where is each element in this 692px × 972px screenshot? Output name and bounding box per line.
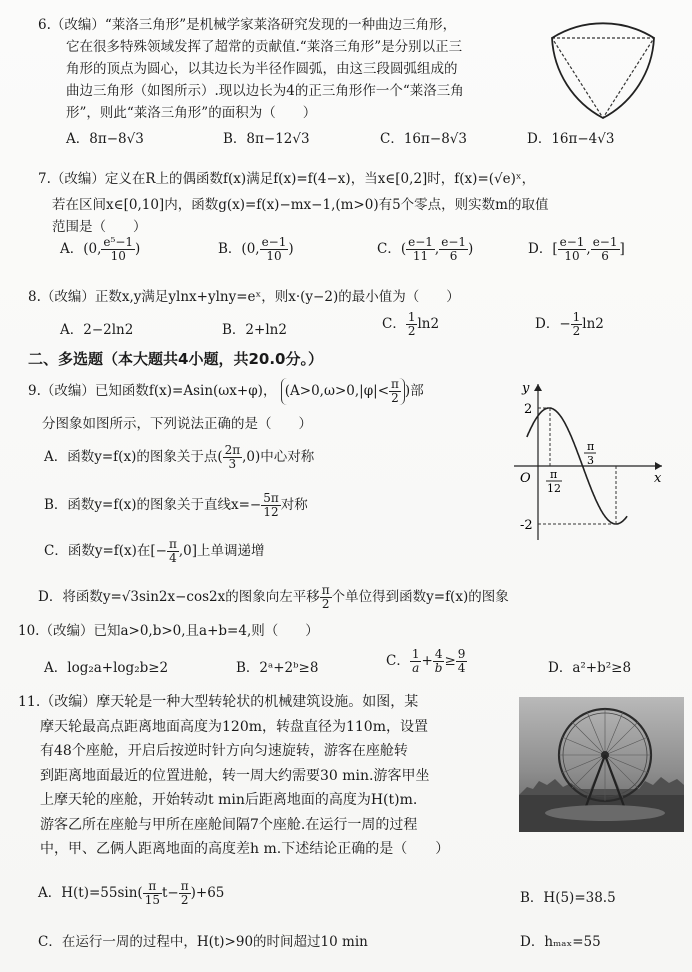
q10-option-a: A．log₂a+log₂b≥2 [44, 660, 169, 676]
q11-line: 上摩天轮的座舱，开始转动t min后距离地面的高度为H(t)m. [40, 792, 418, 808]
option-tail: ,0)中心对称 [242, 449, 315, 465]
operator: + [421, 653, 433, 669]
option-text: A．H(t)=55sin( [38, 885, 143, 901]
origin-label: O [520, 471, 531, 486]
denominator: 6 [601, 249, 609, 263]
denominator: 2 [180, 893, 189, 907]
numerator: e−1 [592, 235, 618, 249]
q11-option-c: C．在运行一周的过程中，H(t)>90的时间超过10 min [38, 934, 368, 950]
q6-option-c: C．16π−8√3 [380, 131, 467, 147]
fraction [439, 236, 468, 263]
q10-option-b: B．2ᵃ+2ᵇ≥8 [236, 660, 319, 676]
bracket: ] [619, 241, 625, 257]
option-prefix: B． [218, 241, 242, 257]
bracket: ) [288, 241, 294, 257]
option-tail: ln2 [582, 316, 604, 332]
denominator: 2 [407, 324, 416, 338]
fraction [167, 538, 179, 565]
ymax-label: 2 [524, 402, 533, 417]
numerator: π [143, 880, 162, 894]
q6-line: 曲边三角形（如图所示）.现以边长为4的正三角形作一个“莱洛三角 [66, 83, 464, 99]
fraction [456, 648, 468, 675]
q7-line: 若在区间x∈[0,10]内，函数g(x)=f(x)−mx−1,(m>0)有5个零点，则实数m的取值 [52, 197, 549, 213]
option-prefix: A． [60, 241, 84, 257]
numerator: e⁵−1 [103, 235, 134, 249]
tick-pi3-den: 3 [587, 454, 594, 467]
option-prefix: C． [386, 653, 410, 669]
tick-pi3-num: π [587, 440, 595, 453]
q9-line-1 [28, 378, 508, 405]
denominator: 4 [457, 661, 466, 675]
option-text: B．函数y=f(x)的图象关于直线x=− [44, 497, 262, 513]
fraction [406, 311, 418, 338]
q11-line: 游客乙所在座舱与甲所在座舱间隔7个座舱.在运行一周的过程 [40, 816, 418, 833]
numerator: 2π [224, 443, 241, 457]
q6-option-a: A．8π−8√3 [66, 131, 144, 147]
q7-option-c: C．( $\frac{e-1}{11}$ , $\frac{e-1}{6}$ ) [377, 235, 474, 263]
bracket: ) [468, 241, 474, 257]
option-text: t− [161, 885, 179, 901]
fraction [571, 311, 583, 338]
numerator: π [321, 583, 330, 597]
q7-line: 7.（改编）定义在R上的偶函数f(x)满足f(x)=f(4−x)，当x∈[0,2]时，f(x)=(√e)ˣ， [38, 171, 536, 187]
numerator: e−1 [441, 235, 467, 249]
option-tail: 对称 [280, 497, 308, 513]
y-axis-arrow [534, 384, 542, 391]
fraction [406, 236, 435, 263]
question-7 [38, 168, 678, 238]
question-8 [28, 286, 668, 308]
bracket: (0, [83, 241, 102, 257]
q10-option-d: D．a²+b²≥8 [548, 660, 632, 676]
denominator: 4 [169, 551, 177, 565]
fraction [558, 236, 587, 263]
fraction [591, 236, 620, 263]
numerator: 9 [457, 647, 466, 661]
q8-option-b: B．2+ln2 [222, 322, 287, 338]
q11-line: 到距离地面最近的位置进舱，转一周大约需要30 min.游客甲坐 [40, 767, 430, 784]
q8-option-c [382, 311, 439, 338]
denominator: 11 [412, 249, 429, 263]
q11-option-a [38, 880, 224, 907]
q6-line: 它在很多特殊领域发挥了超常的贡献值.“莱洛三角形”是分别以正三 [66, 39, 463, 55]
bracket: (0, [241, 241, 260, 257]
numerator: 5π [263, 491, 279, 505]
option-text: C．函数y=f(x)在[− [44, 543, 167, 559]
q7-option-a [60, 236, 140, 263]
q6-option-d: D．16π−4√3 [527, 131, 615, 147]
ymin-label: -2 [520, 518, 533, 533]
numerator: e−1 [261, 235, 287, 249]
denominator: 12 [263, 505, 279, 519]
denominator: 10 [110, 249, 126, 263]
q11-option-b: B．H(5)=38.5 [520, 890, 616, 906]
option-prefix: C． [382, 316, 406, 332]
numerator: π [180, 879, 189, 893]
q9-option-c [44, 538, 265, 565]
fraction [410, 648, 422, 675]
numerator: π [391, 377, 399, 391]
option-prefix: C． [377, 241, 401, 257]
base-platform [545, 805, 665, 821]
q7-option-b [218, 236, 294, 263]
question-10 [18, 620, 658, 642]
section-heading: 二、多选题（本大题共4小题，共20.0分。） [28, 350, 323, 368]
fraction [179, 880, 191, 907]
q11-line: 摩天轮最高点距离地面高度为120m，转盘直径为110m，设置 [40, 718, 428, 735]
fraction [223, 444, 243, 471]
question-11 [18, 690, 518, 862]
x-axis-arrow [655, 462, 662, 470]
condition-tail: )部 [404, 383, 424, 399]
denominator: 6 [449, 249, 458, 263]
option-text: D．将函数y=√3sin2x−cos2x的图象向左平移 [38, 589, 320, 605]
denominator: 2 [572, 324, 581, 338]
q6-line: 6.（改编）“莱洛三角形”是机械学家莱洛研究发现的一种曲边三角形， [38, 17, 457, 33]
city-skyline [519, 777, 684, 795]
numerator: e−1 [408, 235, 433, 249]
numerator: 1 [411, 647, 420, 661]
question-9 [28, 378, 508, 435]
q7-option-d: D．[ $\frac{e-1}{10}$ , $\frac{e-1}{6}$ ] [528, 235, 625, 263]
numerator: 4 [433, 648, 445, 662]
q11-line: 11.（改编）摩天轮是一种大型转轮状的机械建筑设施。如图，某 [18, 694, 419, 710]
tick-pi12-num: π [550, 468, 558, 481]
bracket: ( [400, 241, 407, 257]
sine-graph [510, 378, 670, 548]
q8-line: 8.（改编）正数x,y满足ylnx+ylny=eˣ，则x·(y−2)的最小值为（ ） [28, 289, 460, 305]
q11-line: 有48个座舱，开启后按逆时针方向匀速旋转，游客在座舱转 [40, 743, 408, 759]
denominator: a [412, 661, 420, 675]
q8-option-a: A．2−2ln2 [60, 322, 134, 338]
denominator: 2 [321, 597, 330, 611]
q6-line: 形”，则此“莱洛三角形”的面积为（ ） [66, 105, 317, 121]
fraction [261, 492, 281, 519]
q9-option-a [44, 444, 314, 471]
q9-option-d [38, 584, 509, 611]
denominator: 10 [266, 249, 282, 263]
ferris-wheel-photo [519, 697, 684, 832]
option-tail: )+65 [190, 885, 225, 901]
q9-option-b [44, 492, 308, 519]
ferris-wheel-drawing [519, 697, 684, 832]
q9-text: 9.（改编）已知函数f(x)=Asin(ωx+φ)， [28, 383, 277, 399]
bracket: ) [135, 241, 141, 257]
q11-line: 中，甲、乙俩人距离地面的高度差h m.下述结论正确的是（ ） [40, 841, 450, 857]
option-tail: ,0]上单调递增 [178, 543, 265, 559]
q9-condition [281, 378, 405, 405]
tick-pi12-den: 12 [547, 482, 561, 495]
denominator: 15 [144, 893, 160, 907]
q8-option-d [535, 311, 604, 338]
fraction [320, 584, 332, 611]
question-6 [38, 14, 518, 124]
option-text: A．函数y=f(x)的图象关于点( [44, 449, 223, 465]
option-tail: 个单位得到函数y=f(x)的图象 [331, 589, 509, 605]
q6-option-b: B．8π−12√3 [223, 131, 310, 147]
numerator: e−1 [559, 235, 585, 249]
denominator: 10 [564, 249, 580, 263]
q10-option-c [386, 648, 467, 675]
fraction [389, 378, 401, 405]
reuleaux-triangle-figure [528, 6, 678, 124]
option-prefix: D． [528, 241, 553, 257]
fraction [143, 880, 162, 907]
q10-line: 10.（改编）已知a>0,b>0,且a+b=4,则（ ） [18, 623, 319, 639]
condition-text: (A>0,ω>0,|φ|< [284, 383, 390, 399]
q6-line: 角形的顶点为圆心，以其边长为半径作圆弧，由这三段圆弧组成的 [66, 61, 458, 77]
x-label: x [654, 471, 662, 486]
y-label: y [522, 381, 530, 396]
numerator: 1 [572, 310, 581, 324]
bracket: [ [552, 241, 558, 257]
denominator: 2 [391, 391, 399, 405]
fraction [433, 648, 445, 675]
q7-line: 范围是（ ） [52, 219, 147, 235]
q11-option-d: D．hₘₐₓ=55 [520, 934, 601, 950]
fraction [260, 236, 289, 263]
numerator: 1 [407, 310, 416, 324]
denominator: 3 [228, 457, 237, 471]
option-prefix: D．− [535, 316, 571, 332]
denominator: b [434, 661, 443, 675]
fraction [101, 236, 135, 263]
inner-triangle [552, 38, 654, 118]
operator: ≥ [444, 653, 456, 669]
numerator: π [169, 537, 177, 551]
option-tail: ln2 [417, 316, 440, 332]
q9-line-2: 分图象如图所示，下列说法正确的是（ ） [42, 416, 312, 432]
